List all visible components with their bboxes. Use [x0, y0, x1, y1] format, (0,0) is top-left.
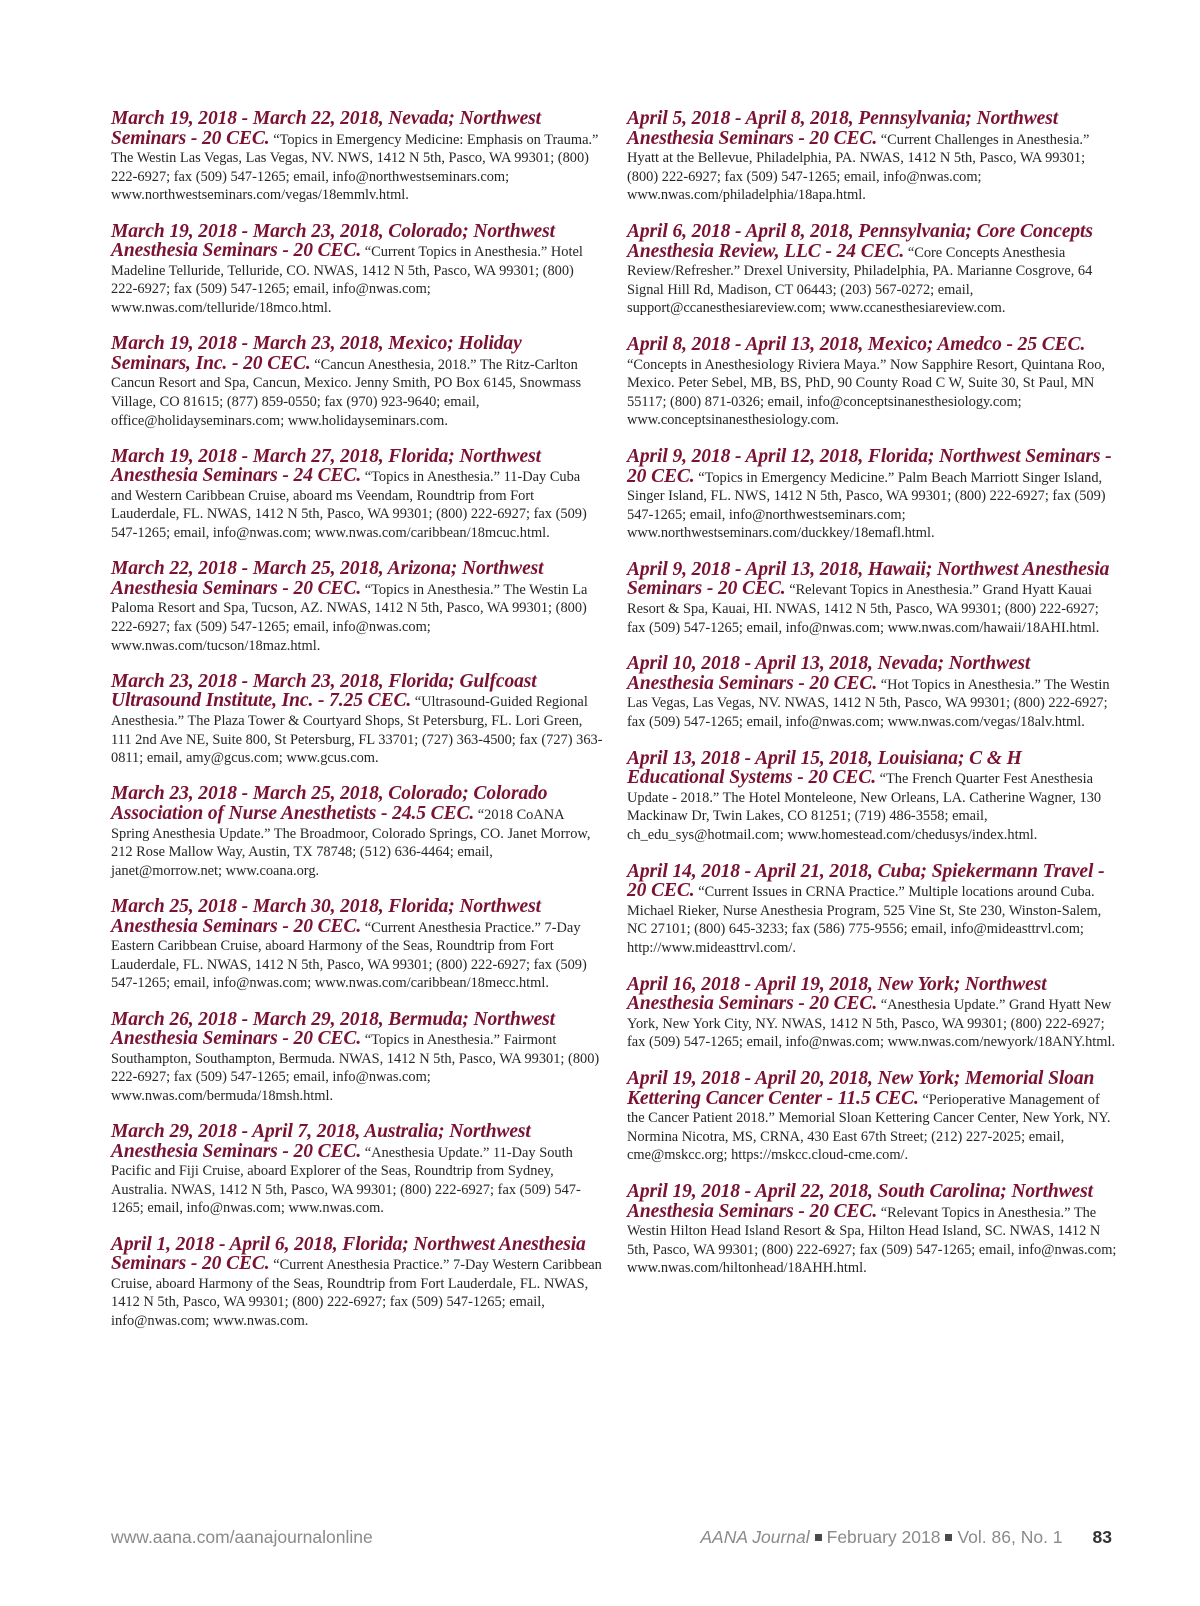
page-footer: [111, 1527, 1112, 1551]
listing-heading: March 23, 2018 - March 23, 2018, Florida; Gulfcoast Ultrasound Institute, Inc. - 7.25 CEC.: [111, 670, 537, 712]
footer-volume: Vol. 86, No. 1: [957, 1527, 1063, 1547]
meeting-listing: [627, 333, 1119, 430]
listing-details: “Current Issues in CRNA Practice.” Multiple locations around Cuba. Michael Rieker, Nurse Anesthesia Program, 525 Vine St, Ste 230, Winston-Salem, NC 27101; (800) 645-3233; fax (586) 775-9556; email, info@mideasttrvl.com; http://www.mideasttrvl.com/.: [627, 884, 1102, 956]
listing-heading: April 5, 2018 - April 8, 2018, Pennsylvania; Northwest Anesthesia Seminars - 20 CEC.: [627, 108, 1059, 149]
listing-heading: April 10, 2018 - April 13, 2018, Nevada; Northwest Anesthesia Seminars - 20 CEC.: [627, 653, 1031, 694]
listing-heading: March 19, 2018 - March 22, 2018, Nevada; Northwest Seminars - 20 CEC.: [111, 108, 541, 149]
listing-heading: April 19, 2018 - April 20, 2018, New York; Memorial Sloan Kettering Cancer Center - 11.5 CEC.: [627, 1067, 1095, 1109]
listing-details: “Topics in Anesthesia.” The Westin La Paloma Resort and Spa, Tucson, AZ. NWAS, 1412 N 5th, Pasco, WA 99301; (800) 222-6927; fax (509) 547-1265; email, info@nwas.com; www.nwas.com/tucson/18maz.html.: [111, 581, 588, 654]
meeting-listing: [627, 445, 1119, 543]
listing-heading: April 1, 2018 - April 6, 2018, Florida; Northwest Anesthesia Seminars - 20 CEC.: [111, 1233, 586, 1275]
listing-details: “The French Quarter Fest Anesthesia Update - 2018.” The Hotel Monteleone, New Orleans, LA. Catherine Wagner, 130 Mackinaw Dr, Twin Lakes, CO 81251; (719) 486-3558; email, ch_edu_sys@hotmail.com; www.homestead.com/chedusys/index.html.: [627, 771, 1102, 843]
listing-details: “Hot Topics in Anesthesia.” The Westin Las Vegas, Las Vegas, NV. NWAS, 1412 N 5th, Pasco, WA 99301; (800) 222-6927; fax (509) 547-1265; email, info@nwas.com; www.nwas.com/vegas/18alv.html.: [627, 676, 1110, 731]
meeting-listing: [627, 973, 1119, 1052]
meeting-listing: [111, 895, 603, 993]
listing-heading: April 16, 2018 - April 19, 2018, New York; Northwest Anesthesia Seminars - 20 CEC.: [627, 973, 1047, 1015]
meeting-listing: [111, 1008, 603, 1106]
listing-details: “Topics in Emergency Medicine: Emphasis on Trauma.” The Westin Las Vegas, Las Vegas, NV. NWS, 1412 N 5th, Pasco, WA 99301; (800) 222-6927; fax (509) 547-1265; email, info@northwestseminars.com; www.northwestseminars.com/vegas/18emmlv.html.: [111, 131, 599, 204]
listing-heading: March 19, 2018 - March 23, 2018, Mexico; Holiday Seminars, Inc. - 20 CEC.: [111, 333, 522, 374]
footer-citation: [700, 1527, 1112, 1548]
footer-issue-date: February 2018: [826, 1527, 941, 1547]
meeting-listing: [111, 785, 603, 880]
meeting-listing: [627, 747, 1119, 845]
listing-heading: April 13, 2018 - April 15, 2018, Louisiana; C & H Educational Systems - 20 CEC.: [627, 747, 1022, 789]
meeting-listing: [627, 655, 1119, 731]
listing-details: “Cancun Anesthesia, 2018.” The Ritz-Carlton Cancun Resort and Spa, Cancun, Mexico. Jenny Smith, PO Box 6145, Snowmass Village, CO 81615; (877) 859-0550; fax (970) 923-9640; email, office@holidayseminars.com; www.holidayseminars.com.: [111, 356, 582, 429]
listing-details: “Ultrasound-Guided Regional Anesthesia.” The Plaza Tower & Courtyard Shops, St Petersburg, FL. Lori Green, 111 2nd Ave NE, Suite 800, St Petersburg, FL 33701; (727) 363-4500; fax (727) 363-0811; email, amy@gcus.com; www.gcus.com.: [111, 694, 603, 767]
meeting-listing: [111, 1233, 603, 1331]
listing-heading: April 14, 2018 - April 21, 2018, Cuba; Spiekermann Travel - 20 CEC.: [627, 860, 1105, 902]
meeting-listing: [111, 335, 603, 430]
listing-heading: March 23, 2018 - March 25, 2018, Colorado; Colorado Association of Nurse Anesthetists - 24.5 CEC.: [111, 783, 548, 824]
listing-heading: April 8, 2018 - April 13, 2018, Mexico; Amedco - 25 CEC.: [627, 333, 1086, 355]
square-separator-icon: [815, 1534, 822, 1541]
right-column: [627, 110, 1119, 1296]
meeting-listing: [627, 110, 1119, 205]
meeting-listing: [111, 445, 603, 543]
listing-details: “Relevant Topics in Anesthesia.” Grand Hyatt Kauai Resort & Spa, Kauai, HI. NWAS, 1412 N 5th, Pasco, WA 99301; (800) 222-6927; fax (509) 547-1265; email, info@nwas.com; www.nwas.com/hawaii/18AHI.html.: [627, 582, 1100, 636]
left-column: [111, 110, 603, 1348]
listing-details: “Current Topics in Anesthesia.” Hotel Madeline Telluride, Telluride, CO. NWAS, 1412 N 5th, Pasco, WA 99301; (800) 222-6927; fax (509) 547-1265; email, info@nwas.com; www.nwas.com/telluride/18mco.html.: [111, 244, 583, 316]
footer-url[interactable]: www.aana.com/aanajournalonline: [111, 1527, 373, 1547]
meeting-listing: [627, 1067, 1119, 1165]
meeting-listing: [111, 220, 603, 318]
listing-heading: April 9, 2018 - April 12, 2018, Florida; Northwest Seminars - 20 CEC.: [627, 445, 1112, 487]
page-number: 83: [1092, 1527, 1112, 1547]
listing-details: “Anesthesia Update.” Grand Hyatt New York, New York City, NY. NWAS, 1412 N 5th, Pasco, WA 99301; (800) 222-6927; fax (509) 547-1265; email, info@nwas.com; www.nwas.com/newyork/18ANY.html.: [627, 997, 1116, 1051]
listing-details: “Topics in Emergency Medicine.” Palm Beach Marriott Singer Island, Singer Island, FL. NWS, 1412 N 5th, Pasco, WA 99301; (800) 222-6927; fax (509) 547-1265; email, info@northwestseminars.com; www.northwestseminars.com/duckkey/18emafl.html.: [627, 469, 1106, 542]
listing-details: “Current Anesthesia Practice.” 7-Day Eastern Caribbean Cruise, aboard Harmony of the Seas, Roundtrip from Fort Lauderdale, FL. NWAS, 1412 N 5th, Pasco, WA 99301; (800) 222-6927; fax (509) 547-1265; email, info@nwas.com; www.nwas.com/caribbean/18mecc.html.: [111, 919, 587, 992]
listing-heading: March 19, 2018 - March 23, 2018, Colorado; Northwest Anesthesia Seminars - 20 CEC.: [111, 220, 555, 262]
listing-details: “Anesthesia Update.” 11-Day South Pacific and Fiji Cruise, aboard Explorer of the Seas, Roundtrip from Sydney, Australia. NWAS, 1412 N 5th, Pasco, WA 99301; (800) 222-6927; fax (509) 547-1265; email, info@nwas.com; www.nwas.com.: [111, 1144, 581, 1217]
meeting-listing: [111, 110, 603, 205]
listing-heading: March 25, 2018 - March 30, 2018, Florida; Northwest Anesthesia Seminars - 20 CEC.: [111, 895, 541, 937]
listing-details: “2018 CoANA Spring Anesthesia Update.” The Broadmoor, Colorado Springs, CO. Janet Morrow, 212 Rose Mallow Way, Austin, TX 78748; (512) 636-4464; email, janet@morrow.net; www.coana.org.: [111, 806, 591, 879]
listing-heading: April 6, 2018 - April 8, 2018, Pennsylvania; Core Concepts Anesthesia Review, LLC - 24 CEC.: [627, 220, 1093, 262]
listing-heading: March 22, 2018 - March 25, 2018, Arizona; Northwest Anesthesia Seminars - 20 CEC.: [111, 558, 544, 599]
listing-details: “Perioperative Management of the Cancer Patient 2018.” Memorial Sloan Kettering Cancer Center, New York, NY. Normina Nicotra, MS, CRNA, 430 East 67th Street; (212) 227-2025; email, cme@mskcc.org; https://mskcc.cloud-cme.com/.: [627, 1091, 1111, 1164]
listing-heading: April 9, 2018 - April 13, 2018, Hawaii; Northwest Anesthesia Seminars - 20 CEC.: [627, 558, 1110, 600]
meeting-listing: [111, 560, 603, 655]
listing-details: “Topics in Anesthesia.” 11-Day Cuba and Western Caribbean Cruise, aboard ms Veendam, Roundtrip from Fort Lauderdale, FL. NWAS, 1412 N 5th, Pasco, WA 99301; (800) 222-6927; fax (509) 547-1265; email, info@nwas.com; www.nwas.com/caribbean/18mcuc.html.: [111, 469, 587, 542]
meeting-listing: [627, 558, 1119, 637]
listing-details: “Relevant Topics in Anesthesia.” The Westin Hilton Head Island Resort & Spa, Hilton Head Island, SC. NWAS, 1412 N 5th, Pasco, WA 99301; (800) 222-6927; fax (509) 547-1265; email, info@nwas.com; www.nwas.com/hiltonhead/18AHH.html.: [627, 1204, 1117, 1277]
meeting-listing: [627, 220, 1119, 318]
listing-details: “Current Anesthesia Practice.” 7-Day Western Caribbean Cruise, aboard Harmony of the Seas, Roundtrip from Fort Lauderdale, FL. NWAS, 1412 N 5th, Pasco, WA 99301; (800) 222-6927; fax (509) 547-1265; email, info@nwas.com; www.nwas.com.: [111, 1257, 602, 1329]
meeting-listing: [627, 1180, 1119, 1278]
listing-heading: April 19, 2018 - April 22, 2018, South Carolina; Northwest Anesthesia Seminars - 20 CEC.: [627, 1180, 1093, 1222]
listing-details: “Concepts in Anesthesiology Riviera Maya.” Now Sapphire Resort, Quintana Roo, Mexico. Peter Sebel, MB, BS, PhD, 90 County Road C W, Suite 30, St Paul, MN 55117; (800) 871-0326; email, info@conceptsinanesthesiology.com; www.conceptsinanesthesiology.com.: [627, 356, 1106, 429]
listing-details: “Core Concepts Anesthesia Review/Refresher.” Drexel University, Philadelphia, PA. Marianne Cosgrove, 64 Signal Hill Rd, Madison, CT 06443; (203) 567-0272; email, support@ccanesthesiareview.com; www.ccanesthesiareview.com.: [627, 244, 1093, 317]
square-separator-icon: [945, 1534, 952, 1541]
listing-heading: March 19, 2018 - March 27, 2018, Florida; Northwest Anesthesia Seminars - 24 CEC.: [111, 445, 541, 487]
listing-heading: March 29, 2018 - April 7, 2018, Australia; Northwest Anesthesia Seminars - 20 CEC.: [111, 1121, 531, 1162]
listing-details: “Topics in Anesthesia.” Fairmont Southampton, Southampton, Bermuda. NWAS, 1412 N 5th, Pasco, WA 99301; (800) 222-6927; fax (509) 547-1265; email, info@nwas.com; www.nwas.com/bermuda/18msh.html.: [111, 1032, 600, 1104]
listing-heading: March 26, 2018 - March 29, 2018, Bermuda; Northwest Anesthesia Seminars - 20 CEC.: [111, 1008, 555, 1050]
footer-journal: AANA Journal: [700, 1527, 810, 1547]
meeting-listing: [111, 670, 603, 768]
listing-details: “Current Challenges in Anesthesia.” Hyatt at the Bellevue, Philadelphia, PA. NWAS, 1412 N 5th, Pasco, WA 99301; (800) 222-6927; fax (509) 547-1265; email, info@nwas.com; www.nwas.com/philadelphia/18apa.html.: [627, 131, 1090, 204]
meeting-listing: [111, 1123, 603, 1218]
meeting-listing: [627, 860, 1119, 958]
